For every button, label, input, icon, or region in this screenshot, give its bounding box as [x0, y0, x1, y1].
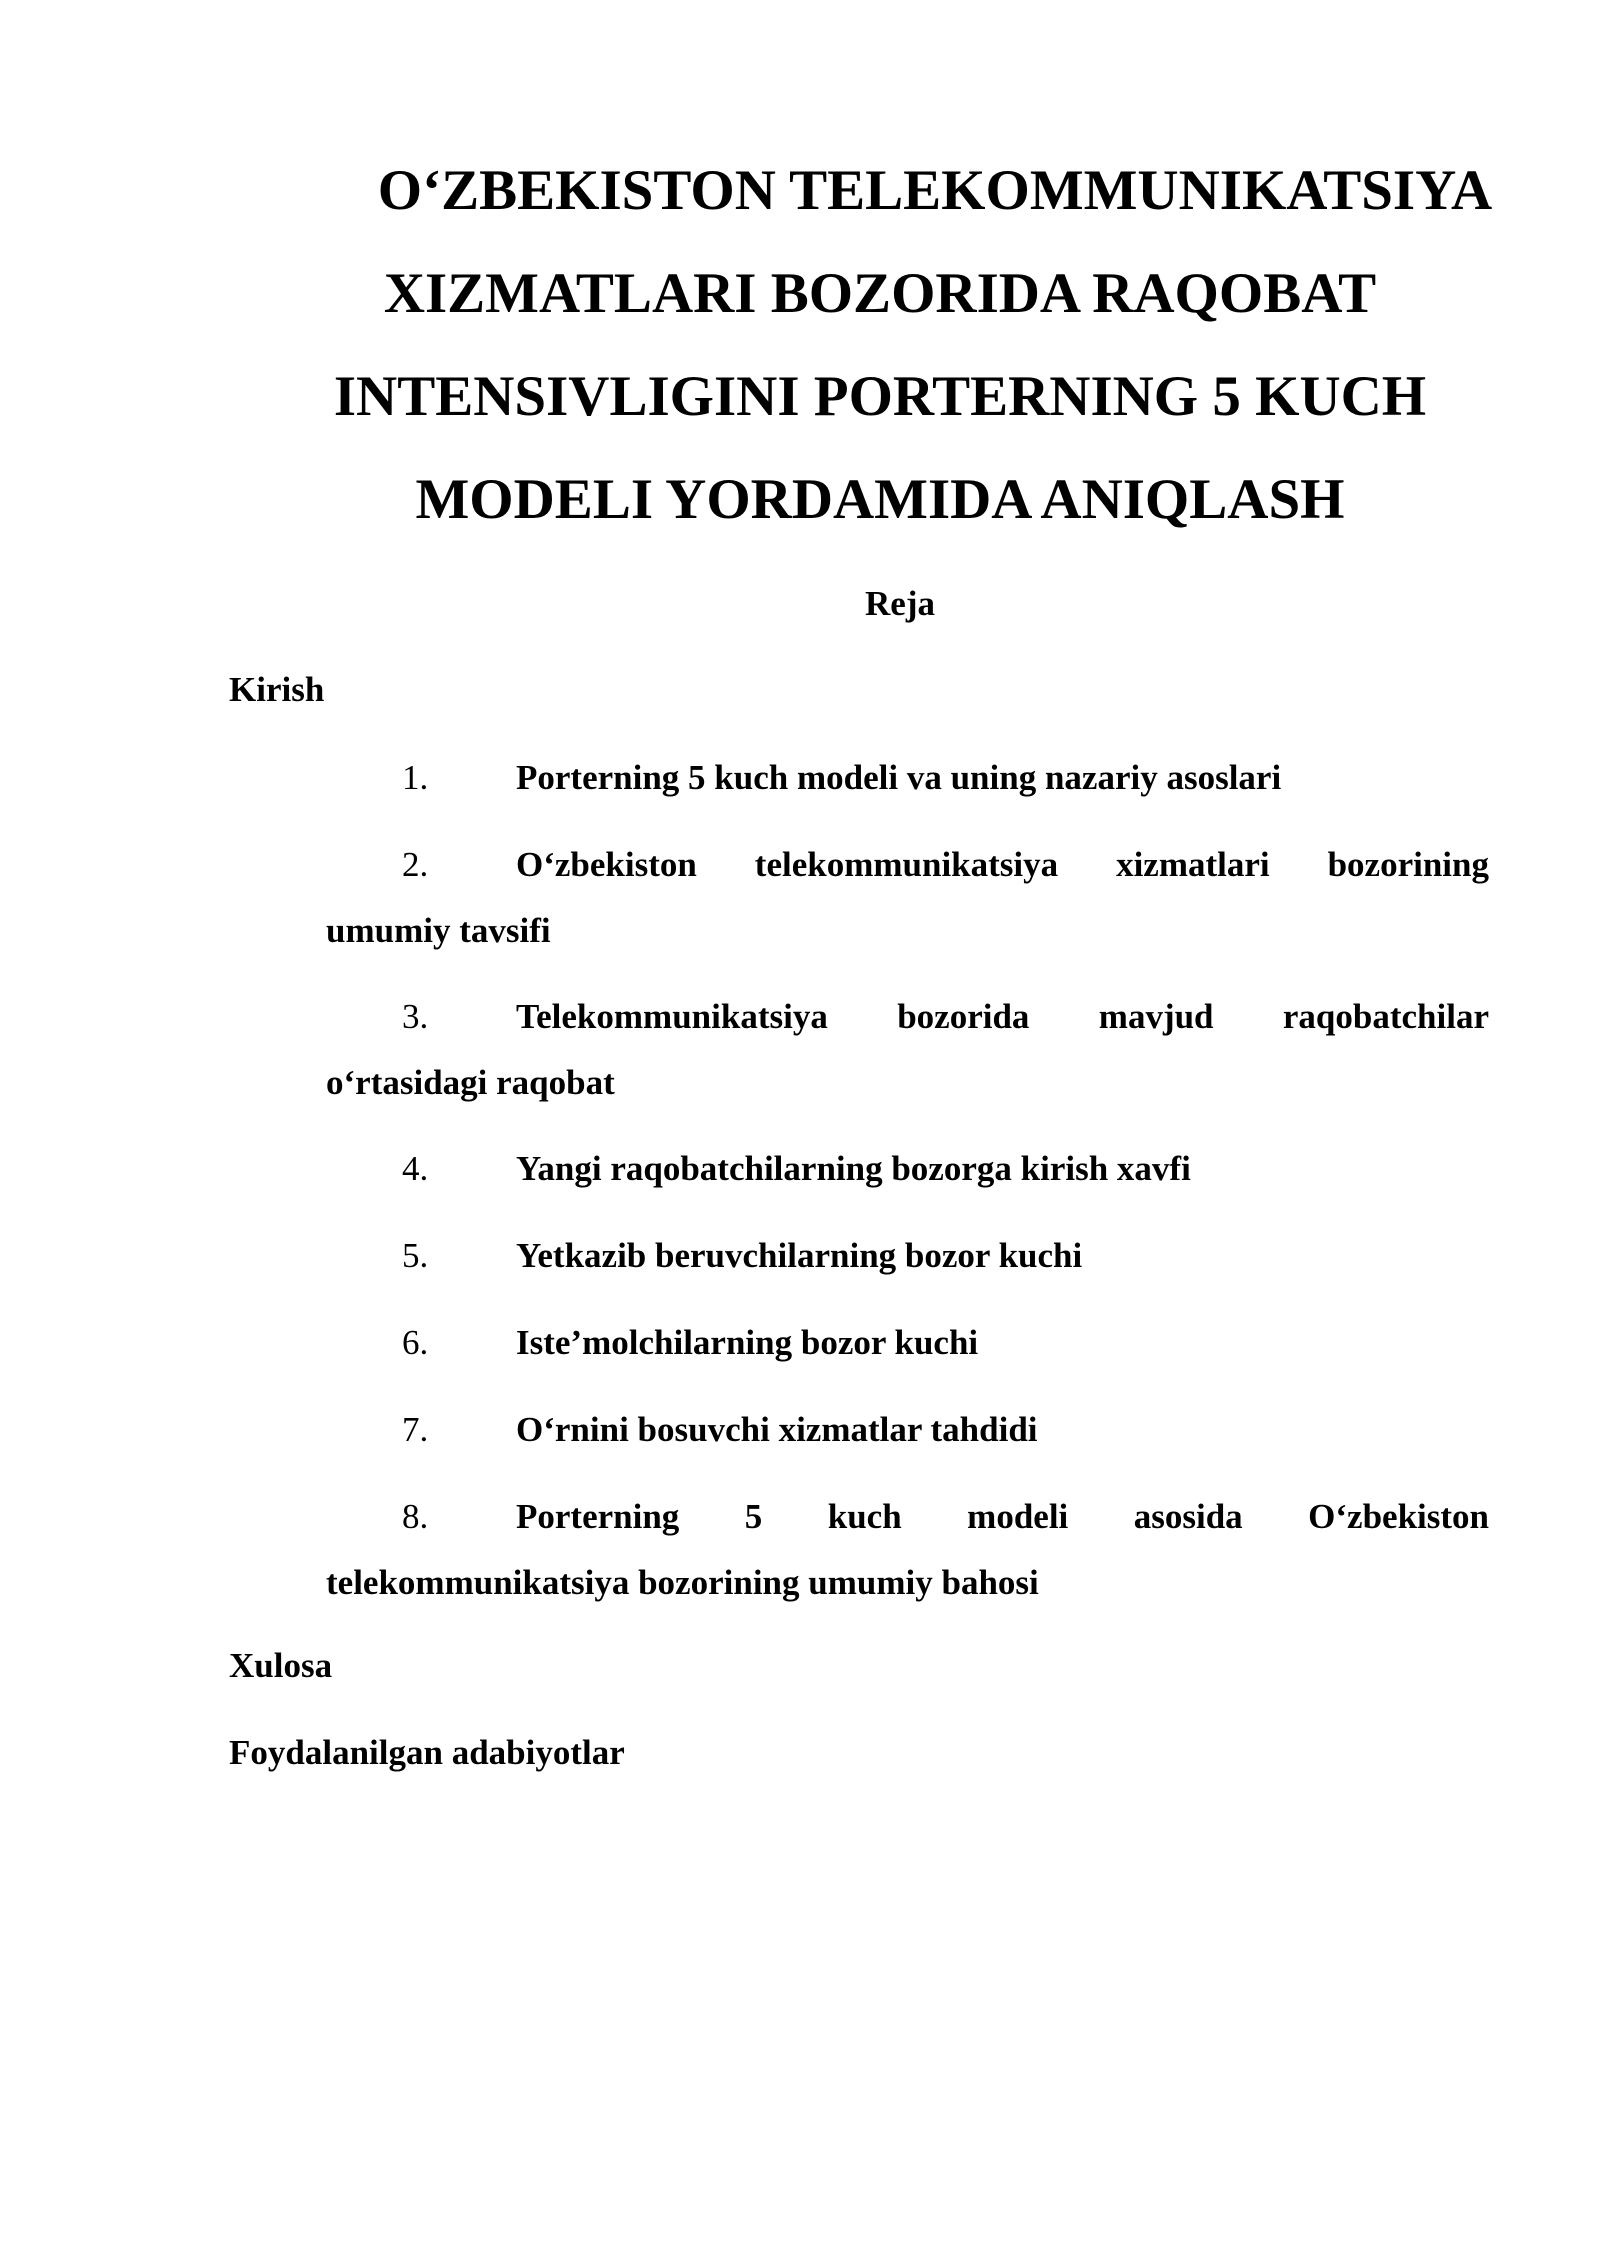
toc-item-text: Yangi raqobatchilarning bozorga kirish xavfi: [516, 1149, 1191, 1188]
toc-item-text: O‘rnini bosuvchi xizmatlar tahdidi: [516, 1410, 1038, 1449]
toc-item-number: 8.: [402, 1497, 429, 1536]
title-line: MODELI YORDAMIDA ANIQLASH: [415, 468, 1345, 531]
toc-item: [326, 1310, 1489, 1376]
toc-item-text: O‘zbekiston telekommunikatsiya xizmatlari bozorining: [516, 845, 1489, 884]
toc-item-text: Porterning 5 kuch modeli va uning nazariy asoslari: [516, 758, 1282, 797]
toc-item: [326, 1397, 1489, 1463]
plan-heading: Reja: [865, 584, 935, 623]
toc-item: [326, 984, 1489, 1116]
toc-item: [326, 1484, 1489, 1616]
toc-item: [326, 745, 1489, 811]
toc-item-number: 2.: [402, 845, 429, 884]
toc-item-number: 3.: [402, 997, 429, 1036]
toc-item-text: Telekommunikatsiya bozorida mavjud raqobatchilar: [516, 997, 1489, 1036]
document-title: [230, 139, 1530, 551]
title-line: XIZMATLARI BOZORIDA RAQOBAT: [383, 262, 1377, 325]
toc-item-number: 5.: [402, 1236, 429, 1275]
toc-item-number: 7.: [402, 1410, 429, 1449]
toc-item-number: 6.: [402, 1323, 429, 1362]
references-label: Foydalanilgan adabiyotlar: [229, 1733, 625, 1772]
toc-item-text-continued: telekommunikatsiya bozorining umumiy bahosi: [326, 1563, 1039, 1602]
toc-item: [326, 1223, 1489, 1289]
title-line: INTENSIVLIGINI PORTERNING 5 KUCH: [333, 365, 1427, 428]
toc-item-text: Porterning 5 kuch modeli asosida O‘zbekiston: [516, 1497, 1489, 1536]
toc-item: [326, 832, 1489, 964]
toc-item-number: 4.: [402, 1149, 429, 1188]
toc-item-text-continued: o‘rtasidagi raqobat: [326, 1063, 615, 1102]
conclusion-label: Xulosa: [229, 1646, 333, 1685]
toc-item: [326, 1136, 1489, 1202]
toc-item-text: Iste’molchilarning bozor kuchi: [516, 1323, 979, 1362]
toc-item-number: 1.: [402, 758, 429, 797]
title-line: O‘ZBEKISTON TELEKOMMUNIKATSIYA: [377, 159, 1493, 222]
intro-label: Kirish: [229, 670, 325, 709]
toc-item-text-continued: umumiy tavsifi: [326, 911, 551, 950]
toc-item-text: Yetkazib beruvchilarning bozor kuchi: [516, 1236, 1083, 1275]
